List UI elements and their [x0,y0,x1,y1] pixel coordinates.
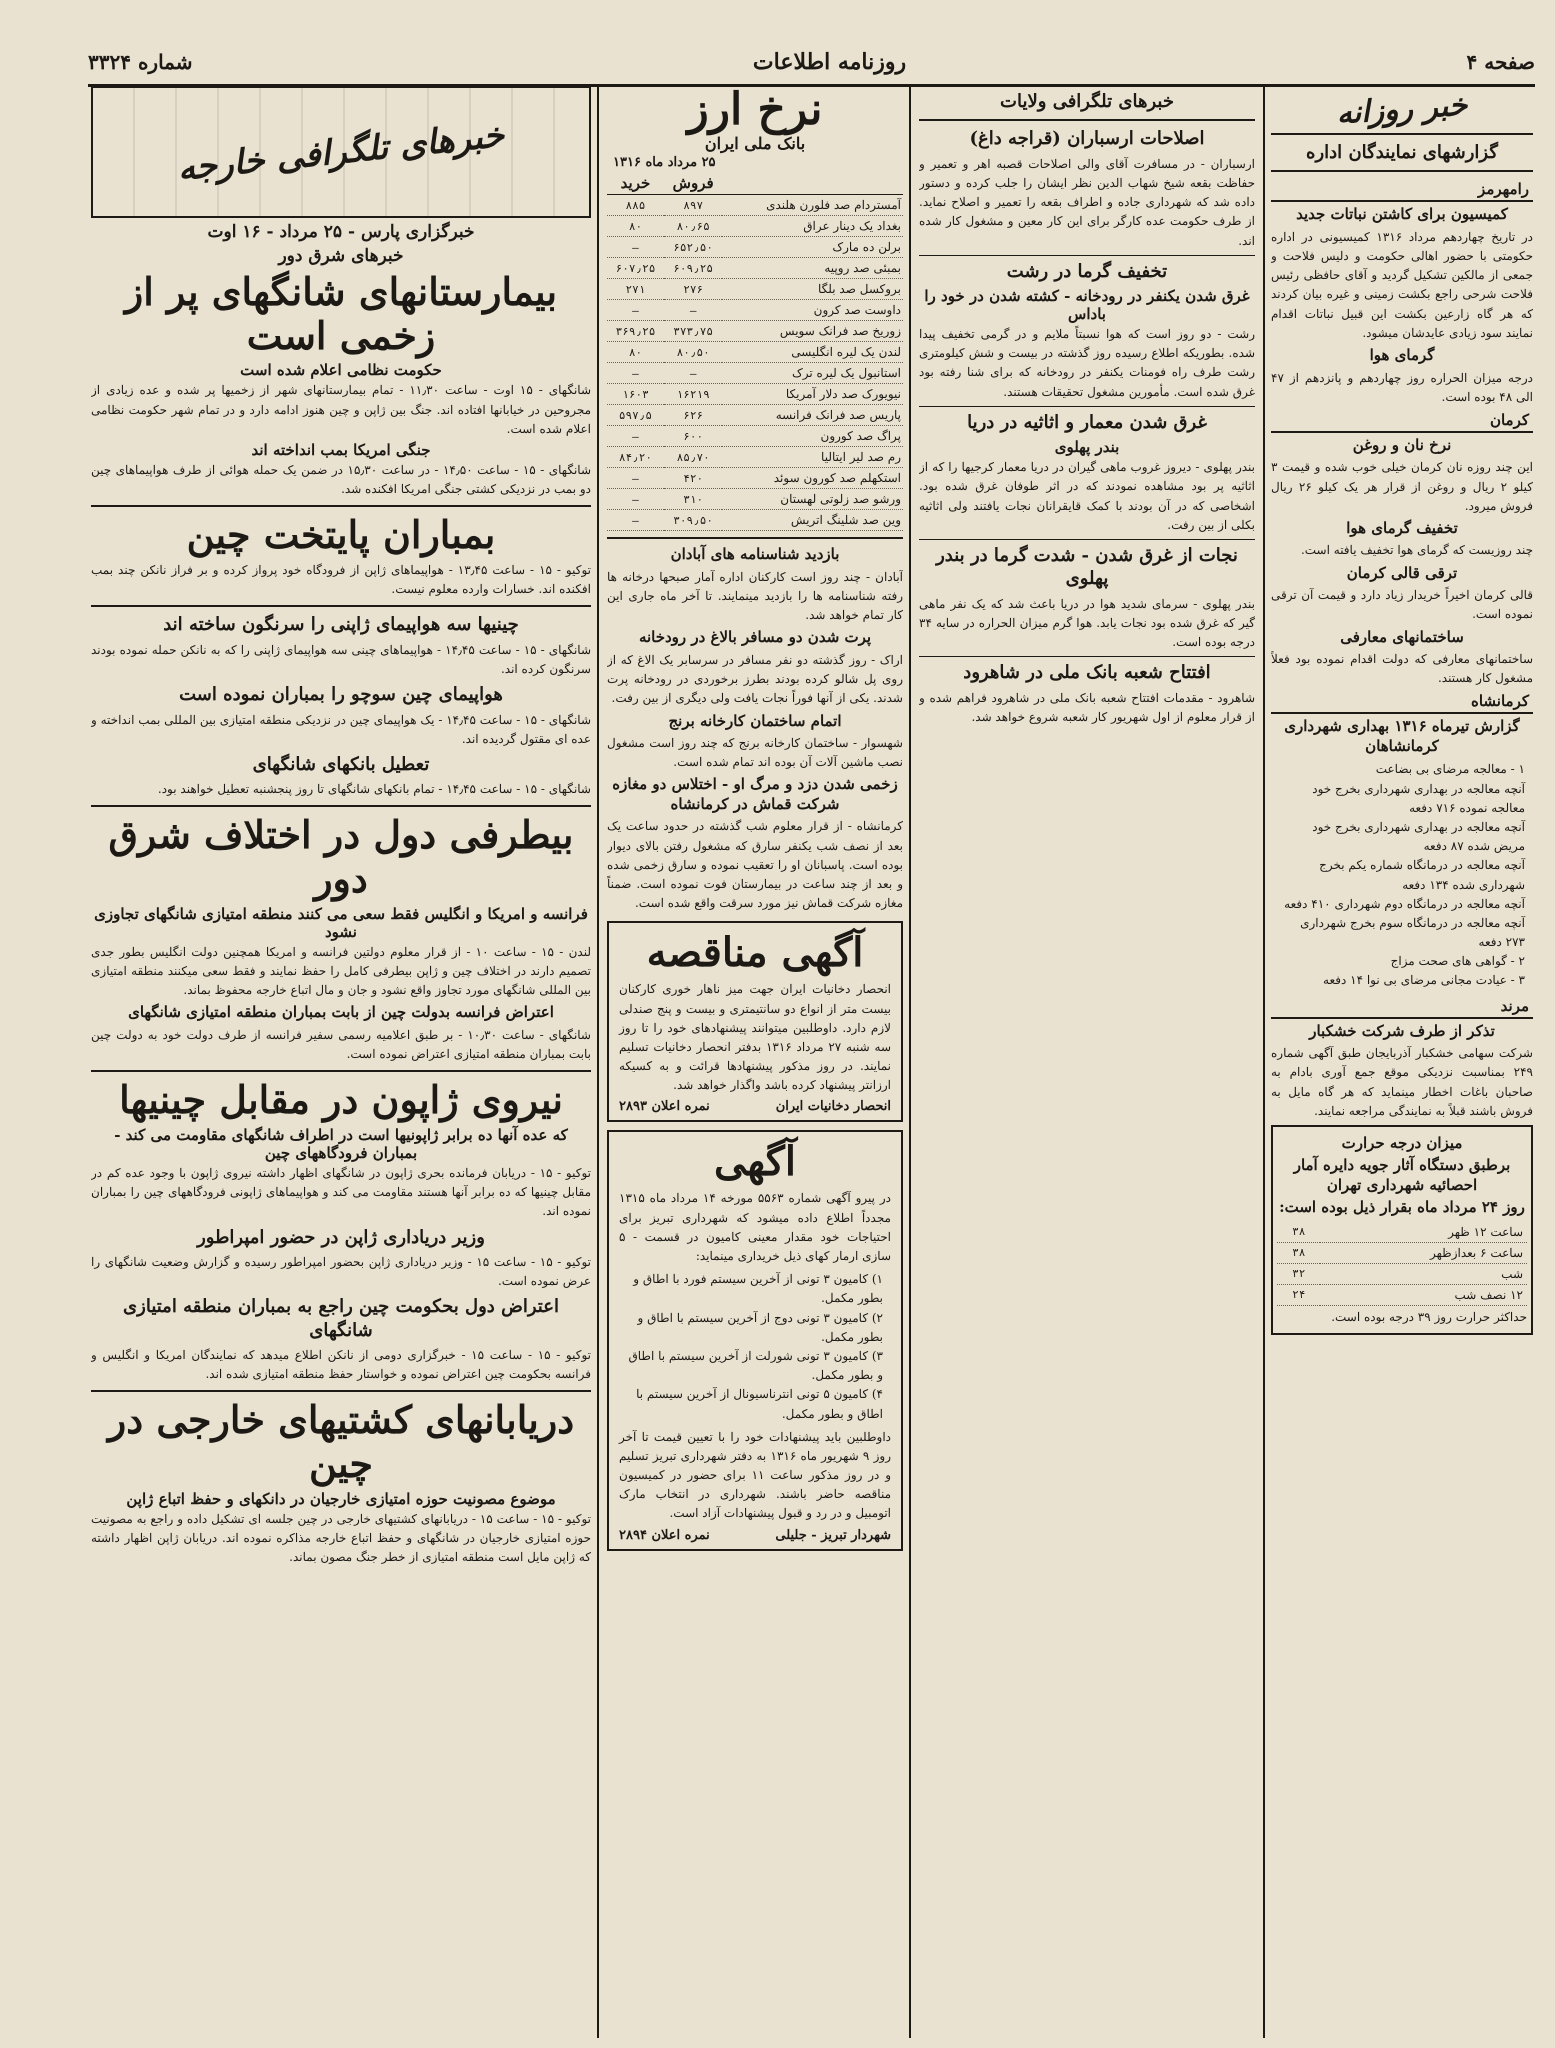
notice-advertisement [607,1130,903,1550]
article-title: غرق شدن معمار و اثاثیه در دریا [967,411,1207,433]
table-row [607,195,903,216]
headline: دریابانهای کشتیهای خارجی در چین [107,1397,575,1487]
page-label: صفحه ۴ [1466,50,1535,74]
table-row [607,279,903,300]
tender-advertisement [607,921,903,1122]
article-body: رشت - دو روز است که هوا نسبتاً ملایم و در گرمی تخفیف پیدا شده. بطوریکه اطلاع رسیده روز گذشته در بیست و شش کیلومتری رشت طرف راه فومنات یکنفر در رودخانه که برای شنا رفته بود غرق شده است. مأمورین مشغول تحقیقات هستند. [919,327,1255,399]
currency-name: رم صد لیر ایتالیا [722,447,903,468]
paper-name: روزنامه اطلاعات [752,49,907,75]
exchange-bank: بانک ملی ایران [704,134,806,154]
headline: نیروی ژاپون در مقابل چینیها [119,1077,563,1123]
buy-rate: ۵۹۷٫۵ [607,405,664,426]
exchange-date: ۲۵ مرداد ماه ۱۳۱۶ [613,155,716,171]
ad-body: داوطلبین باید پیشنهادات خود را با تعیین قیمت تا آخر روز ۹ شهریور ماه ۱۳۱۶ به دفتر شهرداری تبریز تسلیم و در روز مذکور ساعت ۱۱ برای حضور در کمیسیون مناقصه حاضر باشند. شهرداری در انتخاب مارک اتومبیل و در رد و قبول پیشنهادات آزاد است. [619,1429,891,1521]
list-item: ۴) کامیون ۵ تونی انترناسیونال از آخرین سیستم با اطاق و بطور مکمل. [636,1387,883,1421]
ad-signature: شهردار تبریز - جلیلی [775,1527,891,1543]
article-body: توکیو - ۱۵ - دریابان فرمانده بحری ژاپون در شانگهای اظهار داشته نیروی ژاپون با وجود عده کم در مقابل چینیها که ده برابر آنها هستند مقاومت می کند و هواپیماهای ژاپونی فرودگاههای چین را بمباران نموده اند. [91,1165,591,1219]
list-item: آنچه معالجه در درمانگاه دوم شهرداری ۴۱۰ دفعه [1284,896,1525,911]
sell-rate: — [664,363,723,384]
temp-value: ۳۸ [1277,1222,1320,1243]
article-body: بندر پهلوی - سرمای شدید هوا در دریا باعث شد که یک نفر ماهی گیر که غرق شده بود نجات یابد. هوا گرم میزان الحراره در سایه ۳۴ درجه بوده است. [919,596,1255,650]
currency-name: استکهلم صد کورون سوئد [722,468,903,489]
table-row [607,468,903,489]
buy-rate: — [607,300,664,321]
section-title: خبرهای شرق دور [278,246,404,266]
temp-label: شب [1320,1263,1527,1284]
sell-rate: ۸۰٫۵۰ [664,342,723,363]
table-row [607,426,903,447]
column-provincial-telegrams [919,86,1255,2038]
headline-subtitle: موضوع مصونیت حوزه امتیازی خارجیان در دانکهای و حفظ اتباع ژاپن [126,1489,556,1508]
exchange-rates-table [607,172,903,531]
report-list [1271,760,1533,990]
article-title: تخفیف گرمای هوا [1346,518,1458,537]
article-body: ساختمانهای معارفی که دولت اقدام نموده بود فعلاً مشغول کار هستند. [1271,652,1533,686]
article-body: این چند روزه نان کرمان خیلی خوب شده و قیمت ۳ کیلو ۲ ریال و روغن از قرار هر یک کیلو ۲۶ ریال فروش میرود. [1271,460,1533,513]
headline: بمباران پایتخت چین [186,512,496,558]
temp-value: ۲۴ [1277,1284,1320,1305]
currency-name: لندن یک لیره انگلیسی [722,342,903,363]
column-header-name [722,172,903,195]
article-body: درجه میزان الحراره روز چهاردهم و پانزدهم از ۴۷ الی ۴۸ بوده است. [1271,370,1533,404]
temperature-box [1271,1125,1533,1335]
headline: بیمارستانهای شانگهای پر از زخمی است [124,269,558,358]
table-row [607,405,903,426]
ad-footer [619,1099,891,1114]
table-row [607,510,903,531]
table-row [607,216,903,237]
sell-rate: ۳۷۳٫۷۵ [664,321,723,342]
temperature-table [1277,1222,1527,1306]
buy-rate: — [607,489,664,510]
table-row [607,384,903,405]
list-item: آنچه معالجه در بهداری شهرداری بخرج خود معالجه نموده ۷۱۶ دفعه [1312,781,1525,815]
currency-name: آمستردام صد فلورن هلندی [722,195,903,216]
buy-rate: ۸۴٫۲۰ [607,447,664,468]
sell-rate: ۶۵۲٫۵۰ [664,237,723,258]
list-item: ۲) کامیون ۳ تونی دوج از آخرین سیستم با اطاق و بطور مکمل. [637,1310,883,1344]
sell-rate: ۳۰۹٫۵۰ [664,510,723,531]
masthead-title: خبرهای تلگرافی خارجه [175,114,507,190]
column-rule [1263,86,1265,2038]
table-row [607,363,903,384]
sell-rate: ۶۰۰ [664,426,723,447]
buy-rate: ۸۰ [607,342,664,363]
article-body: شانگهای - ساعت ۱۰٫۳۰ - بر طبق اعلامیه رسمی سفیر فرانسه از طرف دولت خود به دولت چین بابت بمباران منطقه امتیازی اعتراض نموده است. [91,1027,591,1062]
currency-name: بمبئی صد روپیه [722,258,903,279]
buy-rate: ۶۰۷٫۲۵ [607,258,664,279]
column-header-buy: خرید [607,172,664,195]
currency-name: بروکسل صد بلگا [722,279,903,300]
buy-rate: — [607,426,664,447]
article-body: شانگهای - ۱۵ - ساعت ۱۴٫۵۰ - در ساعت ۱۵٫۳۰ در ضمن یک حمله هوائی از طرف هواپیماهای چین دو بمب در نزدیکی کشتی جنگی امریکا افکنده شد. [91,462,591,497]
article-subtitle: غرق شدن یکنفر در رودخانه - کشته شدن در خود را باداس [924,287,1250,324]
article-body: شانگهای - ۱۵ - ساعت ۱۴٫۴۵ - تمام بانکهای شانگهای تا روز پنجشنبه تعطیل خواهند بود. [157,782,591,797]
sell-rate: ۸۰٫۶۵ [664,216,723,237]
dateline: خبرگزاری پارس - ۲۵ مرداد - ۱۶ اوت [207,222,475,242]
sell-rate: ۶۲۶ [664,405,723,426]
currency-name: نیویورک صد دلار آمریکا [722,384,903,405]
article-body: کرمانشاه - از قرار معلوم شب گذشته در حدود ساعت یک بعد از نصف شب یکنفر سارق که مشغول رفتن بالای دیوار بوده است. پاسبانان او را تعقیب نموده و سارق زخمی شده و بعد از چند ساعت در بیمارستان فوت نموده است. ضمناً مغازه شرکت قماش نیز مورد سرقت واقع شده است. [607,819,903,911]
sell-rate: ۸۵٫۷۰ [664,447,723,468]
region-label: کرمان [1271,409,1533,433]
article-body: لندن - ۱۵ - ساعت ۱۰ - از قرار معلوم دولتین فرانسه و امریکا همچنین دولت انگلیس بطور جدی تصمیم دارند در اختلاف چین و ژاپن بیطرفی کامل را حفظ نمایند و فقط سعی میکنند منطقه امتیازی بین المللی شانگهای مورد تجاوز واقع نشود و جان و مال اتباع خارجه محفوظ بماند. [91,944,591,998]
article-body: شرکت سهامی خشکبار آذربایجان طبق آگهی شماره ۲۴۹ بمناسبت نزدیکی موقع جمع آوری بادام به صاحبان باغات اخطار مینماید که هر گاه مایل به فروش باشند قبلاً به نمایندگی مراجعه نمایند. [1271,1046,1533,1118]
foreign-news-masthead [91,86,591,218]
region-label: رامهرمز [1271,178,1533,202]
buy-rate: — [607,468,664,489]
ad-footer [619,1528,891,1543]
running-head [88,40,1535,87]
article-body: توکیو - ۱۵ - ساعت ۱۵ - خبرگزاری دومی از نانکن اطلاع میدهد که نمایندگان امریکا و انگلیس و فرانسه بحکومت چین اعتراض نموده و خواستار حفظ منطقه امتیازی شده اند. [91,1348,591,1382]
temp-value: ۳۸ [1277,1242,1320,1263]
region-label: کرمانشاه [1271,690,1533,714]
buy-rate: ۸۰ [607,216,664,237]
section-title: گزارشهای نمایندگان اداره [1306,142,1498,163]
sell-rate: ۶۰۹٫۲۵ [664,258,723,279]
headline-subtitle: جنگی امریکا بمب انداخته اند [251,440,431,459]
buy-rate: — [607,237,664,258]
article-body: شانگهای - ۱۵ اوت - ساعت ۱۱٫۳۰ - تمام بیمارستانهای شهر از زخمیها پر شده و عده زیادی از مجروحین در خیابانها افتاده اند. جنگ بین ژاپن و چین هنوز ادامه دارد و در تمام شهر حکومت نظامی اعلام شده است. [91,383,591,436]
sell-rate: ۸۹۷ [664,195,723,216]
article-title: هواپیمای چین سوچو را بمباران نموده است [179,684,503,706]
list-item: آنچه معالجه در بهداری شهرداری بخرج خود مریض شده ۸۷ دفعه [1312,819,1525,854]
list-item: ۱) کامیون ۳ تونی از آخرین سیستم فورد با اطاق و بطور مکمل. [633,1272,883,1306]
article-body: توکیو - ۱۵ - ساعت ۱۳٫۴۵ - هواپیماهای ژاپن از فرودگاه خود پرواز کرده و بر فراز نانکن چند بمب افکنده اند. خسارات وارده معلوم نیست. [91,563,591,597]
article-body: قالی کرمان اخیراً خریدار زیاد دارد و قیمت آن ترقی نموده است. [1271,588,1533,622]
article-title: گزارش تیرماه ۱۳۱۶ بهداری شهرداری کرمانشاهان [1284,717,1520,755]
article-title: بازدید شناسنامه های آبادان [670,545,840,564]
table-row [1277,1242,1527,1263]
currency-name: داوست صد کرون [722,300,903,321]
buy-rate: ۳۶۹٫۲۵ [607,321,664,342]
currency-name: استانبول یک لیره ترک [722,363,903,384]
article-body: در تاریخ چهاردهم مرداد ۱۳۱۶ کمیسیونی در اداره حکومتی با حضور اهالی حکومت و دلیس فلاحت و جمعی از مالکین تشکیل گردید و آقای حافظی رئیس فلاحت شرحی راجع بکشت زمینی و غیره بیان کردند که هر گاه زارعین بکشت این قبیل نباتات اقدام نمایند سود زیادی عایدشان میشود. [1271,229,1533,340]
table-row [607,258,903,279]
headline-subtitle: فرانسه و امریکا و انگلیس فقط سعی می کنند منطقه امتیازی شانگهای تجاوزی نشود [94,904,588,941]
table-row [1277,1284,1527,1305]
article-body: شانگهای - ۱۵ - ساعت ۱۴٫۴۵ - یک هواپیمای چین در نزدیکی منطقه امتیازی بین المللی بمب انداخته و عده ای مقتول گردیده اند. [91,712,591,746]
sell-rate: — [664,300,723,321]
headline-subtitle: حکومت نظامی اعلام شده است [240,361,442,380]
article-body: شهسوار - ساختمان کارخانه برنج که چند روز است مشغول نصب ماشین آلات آن بوده اند تمام شده است. [607,736,903,770]
article-body: شاهرود - مقدمات افتتاح شعبه بانک ملی در شاهرود فراهم شده و از قرار معلوم از اول شهریور کار شعبه شروع خواهد شد. [919,690,1255,724]
article-title: نرخ نان و روغن [1352,435,1452,454]
column-exchange-and-ads [607,86,903,2038]
article-title: کمیسیون برای کاشتن نباتات جدید [1296,205,1508,224]
list-item: ۳ - عیادت مجانی مرضای بی نوا ۱۴ دفعه [1323,973,1525,988]
currency-name: ورشو صد زلوتی لهستان [722,489,903,510]
ad-intro: در پیرو آگهی شماره ۵۵۶۳ مورخه ۱۴ مرداد ماه ۱۳۱۵ مجدداً اطلاع داده میشود که شهرداری تبریز برای احتیاجات خود مقدار معینی کامیون در قسمت - ۵ سازی ارمار کهای ذیل خریداری مینماید: [619,1191,892,1264]
article-title: تخفیف گرما در رشت [1006,260,1168,282]
list-item: ۲ - گواهی های صحت مزاج [1390,954,1525,969]
exchange-rates-title: نرخ ارز [687,86,823,135]
list-item: ۱ - معالجه مرضای بی بضاعت [1375,762,1525,777]
article-title: ترقی قالی کرمان [1346,563,1458,582]
issue-label: شماره ۳۳۲۴ [88,50,193,74]
article-title: اعتراض دول بحکومت چین راجع به بمباران منطقه امتیازی شانگهای [123,1296,559,1341]
headline-subtitle: که عده آنها ده برابر ژاپونیها است در اطراف شانگهای مقاومت می کند - بمباران فرودگاههای چین [114,1125,568,1162]
table-row [1277,1263,1527,1284]
list-item: آنچه معالجه در درمانگاه سوم بخرج شهرداری ۲۷۳ دفعه [1300,915,1525,950]
temperature-title: میزان درجه حرارت [1341,1133,1463,1152]
article-body: توکیو - ۱۵ - ساعت ۱۵ - دریابانهای کشتیهای خارجی در چین جلسه ای تشکیل داده و راجع به مصونیت حوزه امتیازی خارجیان در شانگهای و حفظ اتباع خارجه مذاکره نموده اند. دریابان ژاپن اظهار داشته که ژاپن مایل است منطقه امتیازی از خطر جنگ مصون بماند. [91,1511,591,1565]
table-row [607,321,903,342]
buy-rate: ۲۷۱ [607,279,664,300]
temp-label: ساعت ۱۲ ظهر [1320,1222,1527,1243]
article-body: توکیو - ۱۵ - ساعت ۱۵ - وزیر دریاداری ژاپن بحضور امپراطور رسیده و گزارش وضعیت شانگهای را عرض نموده است. [91,1254,591,1289]
article-title: تعطیل بانکهای شانگهای [252,753,430,775]
column-header-sell: فروش [664,172,723,195]
column-rule [597,86,599,2038]
temperature-date: روز ۲۴ مرداد ماه بقرار ذیل بوده است: [1279,1198,1525,1217]
column-rule [909,86,911,2038]
sell-rate: ۳۱۰ [664,489,723,510]
ad-title: آگهی مناقصه [646,929,864,977]
table-row [607,489,903,510]
buy-rate: — [607,363,664,384]
sell-rate: ۲۷۶ [664,279,723,300]
column-provincial-reports [1271,86,1533,2038]
article-title: تذکر از طرف شرکت خشکبار [1309,1021,1495,1040]
article-title: وزیر دریاداری ژاپن در حضور امپراطور [197,1226,485,1248]
currency-name: پراگ صد کورون [722,426,903,447]
temperature-note: حداکثر حرارت روز ۳۹ درجه بوده است. [1331,1309,1527,1324]
ad-reference: نمره اعلان ۲۸۹۴ [619,1527,710,1543]
article-subtitle: گرمای هوا [1369,346,1435,365]
article-body: چند روزیست که گرمای هوا تخفیف یافته است. [1300,543,1533,558]
table-row [607,447,903,468]
ad-signature: انحصار دخانیات ایران [775,1099,891,1115]
article-title: افتتاح شعبه بانک ملی در شاهرود [963,662,1211,684]
article-body: ارسباران - در مسافرت آقای والی اصلاحات قصبه اهر و تعمیر و حفاظت بقعه شیخ شهاب الدین نظر ایشان را جلب کرده و دستور داده شد که شهرداری جاده و اطراف بقعه را تعمیر و اصلاح نماید. از طرف حکومت عده کارگر برای این کار معین و مشغول کار شده اند. [919,156,1255,248]
currency-name: پاریس صد فرانک فرانسه [722,405,903,426]
brand-logo: خبر روزانه [1335,87,1469,132]
currency-name: وین صد شلینگ اتریش [722,510,903,531]
article-title: چینیها سه هواپیمای ژاپنی را سرنگون ساخته اند [163,614,519,636]
list-item: آنچه معالجه در درمانگاه شماره یکم بخرج شهرداری شده ۱۳۴ دفعه [1319,858,1525,892]
ad-title: آگهی [714,1138,796,1186]
article-title: اتمام ساختمان کارخانه برنج [668,711,842,730]
article-body: اراک - روز گذشته دو نفر مسافر در سرسابر یک الاغ که از روی پل شالو کرده بودند بطرز برخوردی در رودخانه پرت شدند. یکی از آنها فوراً نجات یافت ولی دیگری از بین رفت. [607,652,903,706]
article-body: بندر پهلوی - دیروز غروب ماهی گیران در دریا معمار کرجیها را که از اثاثیه پر بود مشاهده نمودند که در اثر طوفان غرق شده بود. اشخاصی که در آن بودند با کمک قایقرانان نجات یافتند ولی اثاثیه بکلی از بین رفت. [919,460,1255,532]
list-item: ۳) کامیون ۳ تونی شورلت از آخرین سیستم با اطاق و بطور مکمل. [628,1348,883,1383]
buy-rate: ۱۶۰۳ [607,384,664,405]
temp-label: ساعت ۶ بعدازظهر [1320,1242,1527,1263]
article-body: آبادان - چند روز است کارکنان اداره آمار صبحها درخانه ها رفته شناسنامه ها را بازدید مینمایند. تا آخر ماه جاری این کار تمام خواهد شد. [607,569,903,623]
article-title: اصلاحات ارسباران (قراجه داغ) [969,128,1205,150]
table-row [607,300,903,321]
headline: بیطرفی دول در اختلاف شرق دور [108,812,574,902]
table-row [607,342,903,363]
table-row [1277,1222,1527,1243]
article-title: ساختمانهای معارفی [1340,627,1464,646]
table-row [607,237,903,258]
article-title: نجات از غرق شدن - شدت گرما در بندر پهلوی [936,545,1238,590]
currency-name: برلن ده مارک [722,237,903,258]
temp-label: ۱۲ نصف شب [1320,1284,1527,1305]
section-title: خبرهای تلگرافی ولایات [1000,91,1174,112]
sell-rate: ۴۲۰ [664,468,723,489]
temp-value: ۳۲ [1277,1263,1320,1284]
article-title: اعتراض فرانسه بدولت چین از بابت بمباران منطقه امتیازی شانگهای [128,1003,554,1022]
ad-item-list [619,1270,891,1424]
region-label: مرند [1271,995,1533,1019]
article-subtitle: بندر پهلوی [1054,438,1120,457]
ad-body: انحصار دخانیات ایران جهت میز ناهار خوری کارکنان بیست متر از انواع دو سانتیمتری و بیست و پنج صندلی لازم دارد. داوطلبین میتوانند پیشنهادهای خود را تا روز سه شنبه ۲۷ مرداد ۱۳۱۶ بدفتر انحصار دخانیات تسلیم نمایند. در روز مذکور پیشنهادها قرائت و به کسیکه ارزانتر پیشنهاد کرده باشد واگذار خواهد شد. [619,982,891,1093]
buy-rate: ۸۸۵ [607,195,664,216]
ad-reference: نمره اعلان ۲۸۹۳ [619,1099,710,1115]
table-header-row [607,172,903,195]
column-foreign-news [91,86,591,2038]
buy-rate: — [607,510,664,531]
article-title: زخمی شدن دزد و مرگ او - اختلاس دو مغازه شرکت قماش در کرمانشاه [612,775,898,813]
article-body: شانگهای - ۱۵ - ساعت ۱۴٫۴۵ - هواپیماهای چینی سه هواپیمای ژاپنی را که به نانکن حمله نموده بودند سرنگون کرده اند. [91,642,591,676]
currency-name: بغداد یک دینار عراق [722,216,903,237]
article-title: پرت شدن دو مسافر بالاغ در رودخانه [638,628,872,647]
currency-name: زوریخ صد فرانک سویس [722,321,903,342]
temperature-subtitle: برطبق دستگاه آثار جویه دایره آمار احصائیه شهرداری تهران [1293,1156,1511,1194]
sell-rate: ۱۶۲۱۹ [664,384,723,405]
